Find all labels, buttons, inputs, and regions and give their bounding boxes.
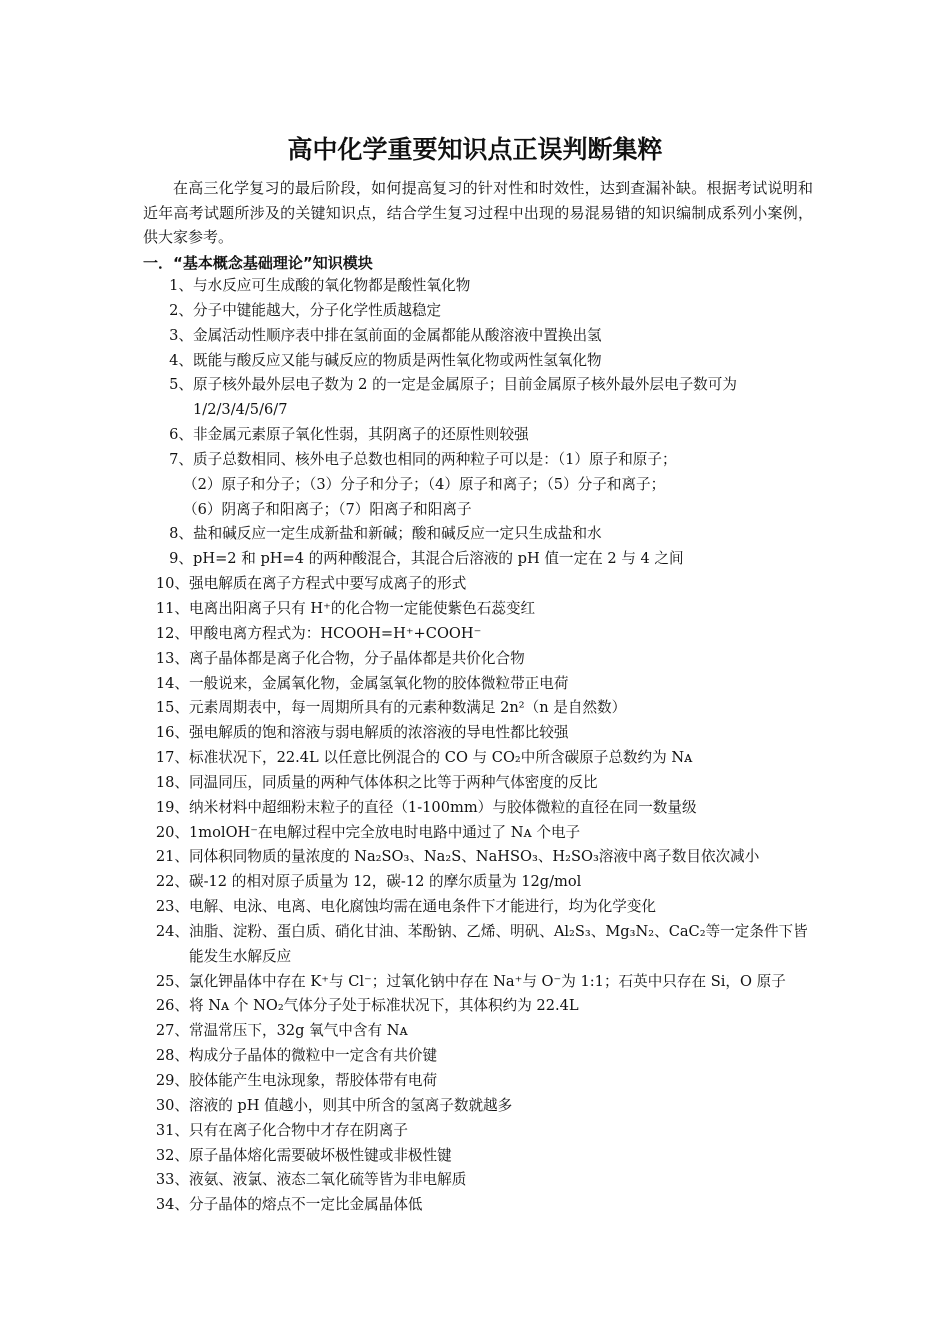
item-number: 18、 — [155, 773, 189, 791]
item-number: 3、 — [169, 326, 193, 344]
list-item — [143, 920, 815, 970]
item-number: 10、 — [155, 575, 189, 593]
list-item — [143, 522, 815, 547]
item-number: 8、 — [169, 525, 193, 543]
list-item — [143, 1144, 815, 1169]
item-number: 19、 — [155, 798, 189, 816]
item-text: 元素周期表中，每一周期所具有的元素种数满足 2n²（n 是自然数） — [189, 699, 627, 717]
item-number: 7、 — [169, 450, 193, 468]
item-number: 26、 — [155, 997, 189, 1015]
item-text: 纳米材料中超细粉末粒子的直径（1-100mm）与胶体微粒的直径在同一数量级 — [189, 798, 697, 816]
item-text: 碳-12 的相对原子质量为 12，碳-12 的摩尔质量为 12g/mol — [189, 873, 582, 891]
item-number: 22、 — [155, 873, 189, 891]
item-number: 20、 — [155, 823, 189, 841]
list-item — [143, 994, 815, 1019]
list-item — [143, 1094, 815, 1119]
item-number: 25、 — [155, 972, 189, 990]
item-text: 分子中键能越大，分子化学性质越稳定 — [193, 301, 442, 319]
list-item — [143, 1069, 815, 1094]
item-text: 一般说来，金属氧化物，金属氢氧化物的胶体微粒带正电荷 — [189, 674, 569, 692]
item-text: 非金属元素原子氧化性弱，其阴离子的还原性则较强 — [193, 426, 529, 444]
list-item — [143, 672, 815, 697]
item-text: 强电解质在离子方程式中要写成离子的形式 — [189, 575, 467, 593]
item-number: 27、 — [155, 1022, 189, 1040]
list-item — [143, 597, 815, 622]
item-text: 标准状况下，22.4L 以任意比例混合的 CO 与 CO₂中所含碳原子总数约为 Nᴀ — [189, 749, 693, 767]
item-number: 23、 — [155, 898, 189, 916]
item-number: 17、 — [155, 749, 189, 767]
item-text-continuation: （6）阴离子和阳离子；（7）阳离子和阳离子 — [183, 500, 472, 518]
item-text: 构成分子晶体的微粒中一定含有共价键 — [189, 1047, 438, 1065]
item-number: 15、 — [155, 699, 189, 717]
list-item — [143, 373, 815, 423]
list-item — [143, 299, 815, 324]
item-number: 32、 — [155, 1146, 189, 1164]
list-item — [143, 547, 815, 572]
item-text: 常温常压下，32g 氧气中含有 Nᴀ — [189, 1022, 408, 1040]
item-number: 9、 — [169, 550, 193, 568]
list-item — [143, 324, 815, 349]
item-number: 21、 — [155, 848, 189, 866]
item-number: 11、 — [155, 599, 189, 617]
item-text: 电解、电泳、电离、电化腐蚀均需在通电条件下才能进行，均为化学变化 — [189, 898, 657, 916]
item-number: 4、 — [169, 351, 193, 369]
list-item — [143, 274, 815, 299]
list-item — [143, 349, 815, 374]
intro-paragraph: 在高三化学复习的最后阶段，如何提高复习的针对性和时效性，达到查漏补缺。根据考试说明和近年高考试题所涉及的关键知识点，结合学生复习过程中出现的易混易错的知识编制成系列小案例，供大家参考。 — [143, 179, 813, 247]
item-text: 金属活动性顺序表中排在氢前面的金属都能从酸溶液中置换出氢 — [193, 326, 602, 344]
list-item — [143, 771, 815, 796]
item-text: 同温同压，同质量的两种气体体积之比等于两种气体密度的反比 — [189, 773, 598, 791]
item-text-continuation: 1/2/3/4/5/6/7 — [193, 401, 288, 419]
item-text: 溶液的 pH 值越小，则其中所含的氢离子数就越多 — [189, 1096, 513, 1114]
item-text: 胶体能产生电泳现象，帮胶体带有电荷 — [189, 1072, 438, 1089]
item-number: 1、 — [169, 277, 193, 294]
list-item — [143, 1193, 815, 1218]
item-text: 油脂、淀粉、蛋白质、硝化甘油、苯酚钠、乙烯、明矾、Al₂S₃、Mg₃N₂、CaC₂等一定条件下皆 — [189, 922, 808, 940]
item-text: 1molOH⁻在电解过程中完全放电时电路中通过了 Nᴀ 个电子 — [189, 823, 581, 841]
item-text: 与水反应可生成酸的氧化物都是酸性氧化物 — [193, 277, 471, 294]
item-number: 2、 — [169, 301, 193, 319]
list-item — [143, 821, 815, 846]
item-text: 分子晶体的熔点不一定比金属晶体低 — [189, 1196, 423, 1214]
list-item — [143, 1044, 815, 1069]
list-item — [143, 970, 815, 995]
knowledge-point-list — [143, 274, 815, 1218]
item-number: 24、 — [155, 922, 189, 940]
list-item — [143, 1119, 815, 1144]
item-text: pH=2 和 pH=4 的两种酸混合，其混合后溶液的 pH 值一定在 2 与 4 之间 — [193, 550, 684, 568]
item-number: 33、 — [155, 1171, 189, 1189]
list-item — [143, 622, 815, 647]
item-number: 29、 — [155, 1072, 189, 1089]
item-text: 氯化钾晶体中存在 K⁺与 Cl⁻；过氧化钠中存在 Na⁺与 O⁻为 1:1；石英中只存在 Si，O 原子 — [189, 972, 786, 990]
item-text: 甲酸电离方程式为：HCOOH=H⁺+COOH⁻ — [189, 624, 482, 642]
item-text-continuation: 能发生水解反应 — [189, 947, 292, 965]
item-text: 同体积同物质的量浓度的 Na₂SO₃、Na₂S、NaHSO₃、H₂SO₃溶液中离子数目依次减小 — [189, 848, 760, 866]
item-text: 离子晶体都是离子化合物，分子晶体都是共价化合物 — [189, 649, 525, 667]
list-item — [143, 895, 815, 920]
list-item — [143, 746, 815, 771]
item-number: 30、 — [155, 1096, 189, 1114]
item-text: 只有在离子化合物中才存在阴离子 — [189, 1121, 408, 1139]
list-item — [143, 1168, 815, 1193]
item-number: 12、 — [155, 624, 189, 642]
list-item — [143, 1019, 815, 1044]
list-item — [143, 647, 815, 672]
item-number: 5、 — [169, 376, 193, 394]
list-item — [143, 448, 815, 523]
item-text: 原子晶体熔化需要破坏极性键或非极性键 — [189, 1146, 452, 1164]
item-text: 液氨、液氯、液态二氧化硫等皆为非电解质 — [189, 1171, 467, 1189]
list-item — [143, 870, 815, 895]
list-item — [143, 696, 815, 721]
item-number: 28、 — [155, 1047, 189, 1065]
list-item — [143, 721, 815, 746]
list-item — [143, 572, 815, 597]
item-number: 6、 — [169, 426, 193, 444]
item-number: 34、 — [155, 1196, 189, 1214]
list-item — [143, 796, 815, 821]
item-text-continuation: （2）原子和分子；（3）分子和分子；（4）原子和离子；（5）分子和离子； — [183, 475, 666, 493]
item-text: 盐和碱反应一定生成新盐和新碱；酸和碱反应一定只生成盐和水 — [193, 525, 602, 543]
list-item — [143, 845, 815, 870]
item-text: 质子总数相同、核外电子总数也相同的两种粒子可以是：（1）原子和原子； — [193, 450, 677, 468]
item-number: 14、 — [155, 674, 189, 692]
document-title: 高中化学重要知识点正误判断集粹 — [287, 135, 663, 164]
item-number: 16、 — [155, 724, 189, 742]
item-number: 31、 — [155, 1121, 189, 1139]
section-heading: 一．“基本概念基础理论”知识模块 — [143, 254, 373, 272]
list-item — [143, 423, 815, 448]
item-text: 电离出阳离子只有 H⁺的化合物一定能使紫色石蕊变红 — [189, 599, 536, 617]
item-text: 将 Nᴀ 个 NO₂气体分子处于标准状况下，其体积约为 22.4L — [189, 997, 579, 1015]
item-number: 13、 — [155, 649, 189, 667]
item-text: 原子核外最外层电子数为 2 的一定是金属原子；目前金属原子核外最外层电子数可为 — [193, 376, 737, 394]
item-text: 强电解质的饱和溶液与弱电解质的浓溶液的导电性都比较强 — [189, 724, 569, 742]
item-text: 既能与酸反应又能与碱反应的物质是两性氧化物或两性氢氧化物 — [193, 351, 602, 369]
